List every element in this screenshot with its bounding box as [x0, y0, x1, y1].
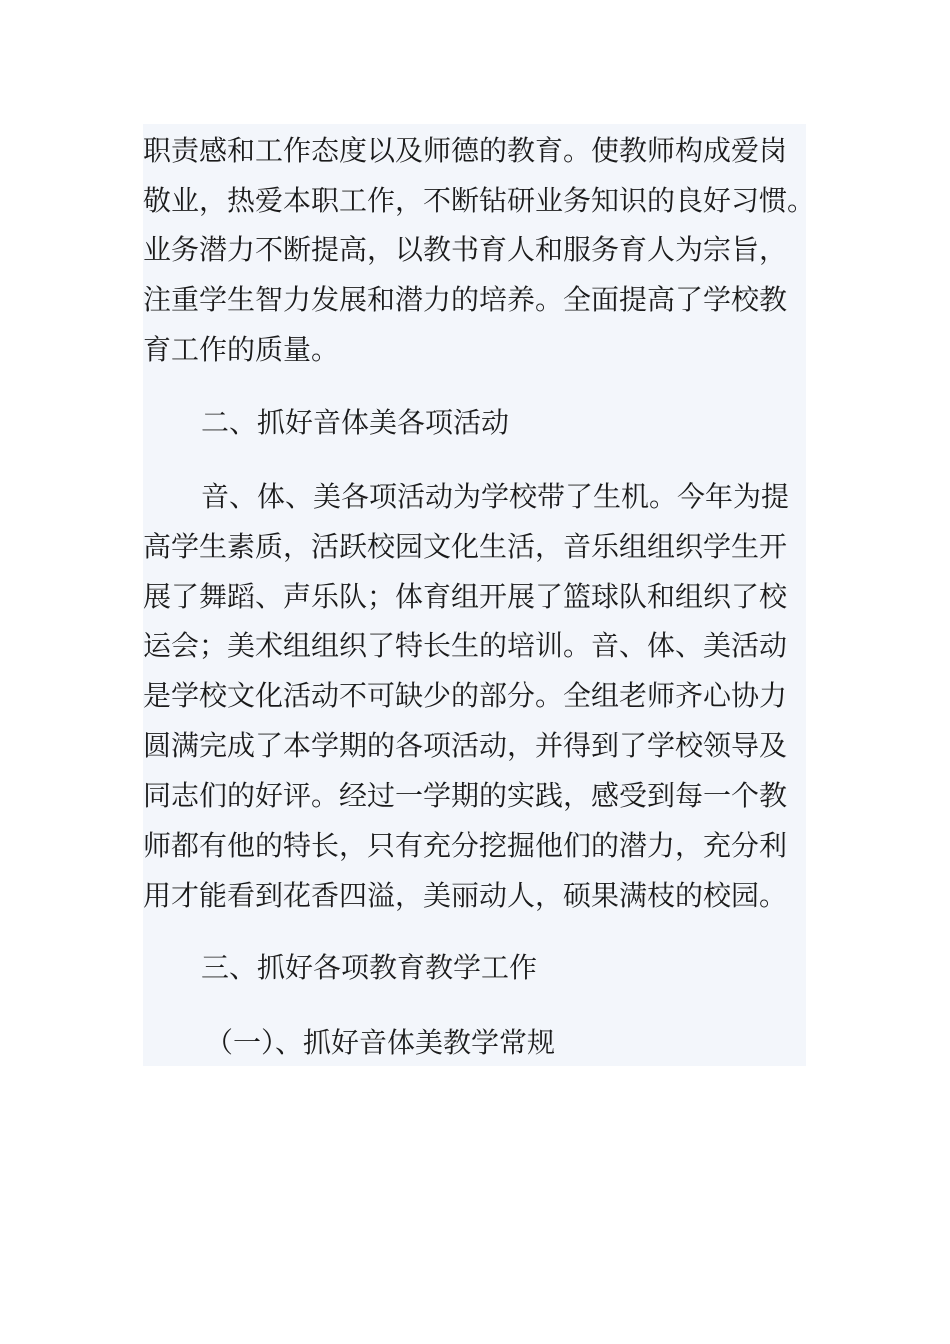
- paragraph-line: 职责感和工作态度以及师德的教育。使教师构成爱岗: [143, 134, 788, 167]
- section-heading: 二、抓好音体美各项活动: [201, 406, 510, 439]
- paragraph-line: 育工作的质量。: [143, 333, 340, 366]
- paragraph-line: 业务潜力不断提高，以教书育人和服务育人为宗旨，: [143, 233, 788, 266]
- subsection-heading: （一）、抓好音体美教学常规: [205, 1026, 556, 1059]
- paragraph-line: 高学生素质，活跃校园文化生活，音乐组组织学生开: [143, 530, 788, 563]
- paragraph-line: 圆满完成了本学期的各项活动，并得到了学校领导及: [143, 729, 788, 762]
- paragraph-line: 用才能看到花香四溢，美丽动人，硕果满枝的校园。: [143, 879, 788, 912]
- paragraph-line: 敬业，热爱本职工作，不断钻研业务知识的良好习惯。: [143, 184, 816, 217]
- text-block: [143, 124, 816, 1066]
- paragraph-line: 展了舞蹈、声乐队；体育组开展了篮球队和组织了校: [143, 580, 788, 613]
- paragraph-line: 是学校文化活动不可缺少的部分。全组老师齐心协力: [143, 679, 788, 712]
- section-heading: 三、抓好各项教育教学工作: [201, 951, 538, 984]
- paragraph-line: 注重学生智力发展和潜力的培养。全面提高了学校教: [143, 283, 788, 316]
- paragraph-line: 运会；美术组组织了特长生的培训。音、体、美活动: [143, 629, 788, 662]
- paragraph-line: 师都有他的特长，只有充分挖掘他们的潜力，充分利: [143, 829, 788, 862]
- paragraph-line: 音、体、美各项活动为学校带了生机。今年为提: [201, 480, 790, 513]
- paragraph-line: 同志们的好评。经过一学期的实践，感受到每一个教: [143, 779, 788, 812]
